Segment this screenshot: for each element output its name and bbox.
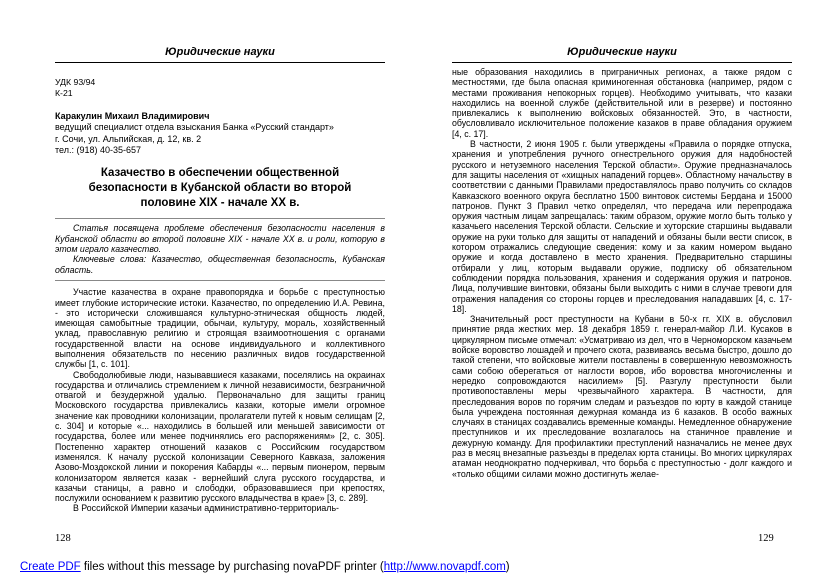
novapdf-watermark	[20, 560, 510, 574]
watermark-text: files without this message by purchasing novaPDF printer (	[80, 561, 384, 573]
keywords-text: Ключевые слова: Казачество, общественная безопасность, Кубанская область.	[55, 254, 385, 275]
novapdf-url-link[interactable]: http://www.novapdf.com	[383, 561, 506, 573]
paragraph-continuation: ные образования находились в приграничных регионах, а также рядом с местностями, где была опасная криминогенная обстановка (например, рядом с местами проживания непокорных горцев). Необходимо учитывать, что казаки находились на военной службе (действительной или в резерве) и постоянно привлекались к выполнению войсковых обязанностей. Это, в частности, обусловливало исключительное положение казаков в праве обладания оружием [4, с. 17].	[452, 67, 792, 139]
page-left	[55, 46, 385, 514]
page-number-left: 128	[55, 533, 71, 544]
create-pdf-link[interactable]: Create PDF	[20, 561, 81, 573]
author-phone: тел.: (918) 40-35-657	[55, 144, 142, 155]
author-position: ведущий специалист отдела взыскания Банка «Русский стандарт»	[55, 122, 334, 133]
paragraph: В Российской Империи казачьи административно-территориаль-	[73, 503, 339, 514]
udc-author-code: К-21	[55, 88, 73, 98]
paragraph: Свободолюбивые люди, называвшиеся казаками, поселялись на окраинах государства и отличались стремлением к личной независимости, безграничной отвагой и безудержной удалью. Первоначально для защиты границ Московского государства привлекались казаки, которые имели огромное значение как проводники колонизации, пролагатели путей к новым селищам [2, с. 304] и которые «... находились в большей или меньшей зависимости от государства, более или менее подчинялись его распоряжениям» [2, с. 305]. Постепенно характер отношений казаков с Российским государством изменялся. К началу русской колонизации Северного Кавказа, заложения Азово-Моздокской линии и покорения Кабарды «... первым пионером, первым колонизатором является казак - вернейший слуга русского государства, и казачьи станицы, а равно и слободки, образовавшиеся при крепостях, послужили основанием к развитию русского владычества в крае» [3, с. 289].	[55, 369, 385, 504]
paragraph: Участие казачества в охране правопорядка и борьбе с преступностью имеет глубокие исторические истоки. Казачество, по определению И.А. Ревина, - это исторически сложившаяся культурно-этническая общность людей, имеющая самобытные традиции, обычаи, культуру, мораль, хозяйственный уклад, православную религию и строящая взаимоотношения с органами государственной власти на основе индивидуального и коллективного выполнения обязательств по несению различных видов государственной службы [1, с. 101].	[55, 287, 385, 370]
author-address: г. Сочи, ул. Альпийская, д. 12, кв. 2	[55, 133, 202, 144]
paragraph: В частности, 2 июня 1905 г. были утверждены «Правила о порядке отпуска, хранения и употребления ручного огнестрельного оружия для надобностей русского и нетуземного населения Терской области». Оружие предназначалось для защиты населения от «хищных нападений горцев». Областному начальству в соответствии с данными Правилами предоставлялось право получить со складов Кавказского военного округа бесплатно 1500 винтовок системы Бердана и 15000 патронов. Пункт 3 Правил четко определял, что передача или перепродажа оружия частным лицам запрещалась: таким образом, оружие могло быть только у казачьего населения Терской области. Сельские и хуторские старшины выдавали оружие на руки только для защиты от нападений и обязаны были вести список, в котором отражались следующие сведения: кому и за каким номером выдано оружие и когда доставлено в место хранения. Предварительно старшины отбирали у лиц, которым выдавали оружие, подписку об обязательном соблюдении порядка пользования, хранения и содержания оружия и патронов. Лица, получившие винтовки, обязаны были выходить с ними в случае тревоги для отражения нападения со стороны горцев и преследования нападавших [4, с. 17-18].	[452, 139, 792, 314]
abstract-box	[55, 218, 385, 281]
watermark-closing-paren: )	[505, 561, 510, 573]
author-name: Каракулин Михаил Владимирович	[55, 111, 210, 121]
page-number-right: 129	[758, 533, 774, 544]
body-text-right	[452, 67, 792, 479]
udc-number: УДК 93/94	[55, 77, 96, 87]
author-block	[55, 111, 385, 156]
abstract-text: Статья посвящена проблеме обеспечения безопасности населения в Кубанской области во второй половине XIX - начале XX в. и роли, которую в этом играло казачество.	[55, 223, 385, 254]
paragraph: Значительный рост преступности на Кубани в 50-х гг. XIX в. обусловил принятие ряда жестких мер. 18 декабря 1859 г. генерал-майор Л.И. Кусаков в циркулярном письме отмечал: «Усматриваю из дел, что в Черноморском казачьем войске воровство лошадей и прочего скота, развиваясь весьма быстро, дошло до такой степени, что войсковые жители поставлены в совершенную невозможность сами собою оберегаться от наглости воров, ибо воровства многочисленны и нередко сопровождаются насилием» [5]. Разгулу преступности были противопоставлены меры чрезвычайного характера. В частности, для преследования воров по горячим следам и разъездов по юрту в каждой станице была учреждена постоянная дежурная команда из 6 казаков. В особо важных случаях в станицах создавались временные команды. Немедленное обнаружение преступников и их преследование возлагалось на станичное правление и дежурную команду. Для профилактики преступлений назначались не менее двух раз в месяц внезапные разъезды в пределах юрта станицы. Во многих циркулярах атаман неоднократно подчеркивал, что борьба с преступностью - долг каждого и «только общими силами можно достигнуть желае-	[452, 314, 792, 479]
article-title: Казачество в обеспечении общественной безопасности в Кубанской области во второй половине XIX - начале XX в.	[88, 167, 352, 210]
page-right	[452, 46, 792, 479]
body-text-left	[55, 287, 385, 514]
udc-block	[55, 77, 385, 99]
running-head-right: Юридические науки	[452, 46, 792, 63]
running-head-left: Юридические науки	[55, 46, 385, 63]
